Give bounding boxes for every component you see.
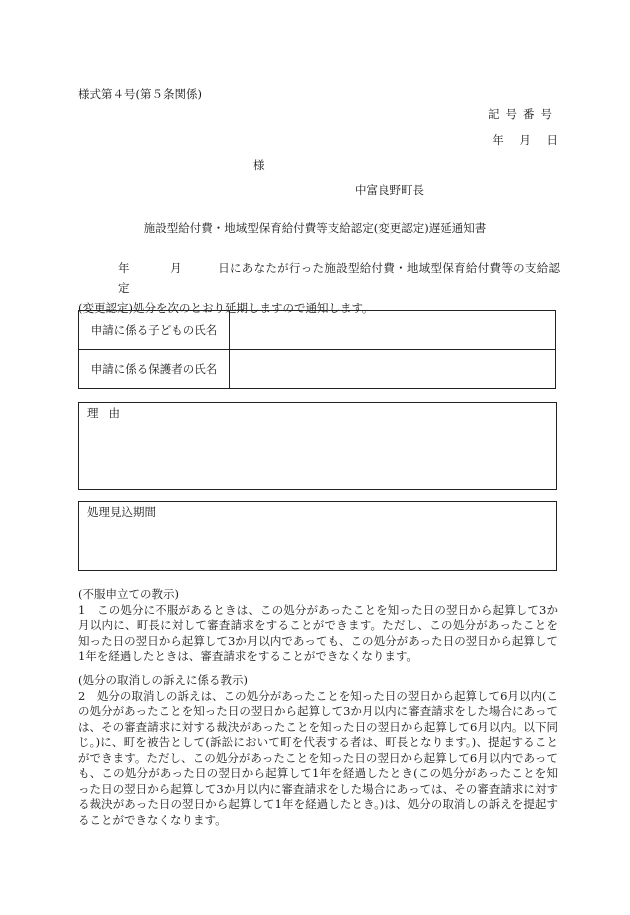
applicant-info-table: [78, 310, 556, 389]
appeal-notice: [78, 587, 558, 665]
intro-line-1-text: 日にあなたが行った施設型給付費・地域型保育給付費等の支給認定: [118, 261, 560, 295]
appeal-notice-body: 1 この処分に不服があるときは、この処分があったことを知った日の翌日から起算して3か月以内に、町長に対して審査請求をすることができます。ただし、この処分があったことを知った日の翌日から起算して3か月以内であっても、この処分があった日の翌日から起算して1年を経過したときは、審査請求をすることができなくなります。: [78, 602, 558, 663]
intro-year: 年: [118, 261, 130, 275]
guardian-name-label: 申請に係る保護者の氏名: [79, 350, 230, 389]
intro-line-1: [78, 258, 560, 298]
appeal-notice-heading: (不服申立ての教示): [78, 587, 179, 601]
intro-month: 月: [169, 261, 182, 275]
issuer-name: 中富良野町長: [355, 183, 424, 197]
addressee-suffix: 様: [253, 158, 265, 172]
processing-period-box: [78, 501, 557, 571]
document-date: 年 月 日: [492, 133, 558, 147]
table-row: [79, 350, 556, 389]
reason-label: 理由: [87, 406, 130, 420]
intro-paragraph: [78, 258, 560, 318]
lawsuit-notice: [78, 673, 558, 828]
lawsuit-notice-heading: (処分の取消しの訴えに係る教示): [78, 673, 248, 687]
document-title: 施設型給付費・地域型保育給付費等支給認定(変更認定)遅延通知書: [143, 221, 487, 235]
processing-period-label: 処理見込期間: [87, 505, 156, 519]
reason-box: [78, 402, 557, 490]
guardian-name-value: [230, 350, 556, 389]
document-number: 記号番号: [488, 107, 558, 121]
table-row: [79, 311, 556, 350]
intro-line-2: (変更認定)処分を次のとおり延期しますので通知します。: [78, 301, 374, 315]
child-name-label: 申請に係る子どもの氏名: [79, 311, 230, 350]
lawsuit-notice-body: 2 処分の取消しの訴えは、この処分があったことを知った日の翌日から起算して6月以内(この処分があったことを知った日の翌日から起算して3か月以内に審査請求をした場合にあっては、その審査請求に対する裁決があったことを知った日の翌日から起算して6月以内。以下同じ。)に、町を被告として(訴訟において町を代表する者は、町長となります。)、提起することができます。ただし、この処分があったことを知った日の翌日から起算して6月以内であっても、この処分があった日の翌日から起算して1年を経過したとき(この処分があったことを知った日の翌日から起算して3か月以内に審査請求をした場合にあっては、その審査請求に対する裁決があった日の翌日から起算して1年を経過したとき。)は、処分の取消しの訴えを提起することができなくなります。: [78, 688, 558, 827]
form-id: 様式第４号(第５条関係): [78, 87, 202, 101]
child-name-value: [230, 311, 556, 350]
